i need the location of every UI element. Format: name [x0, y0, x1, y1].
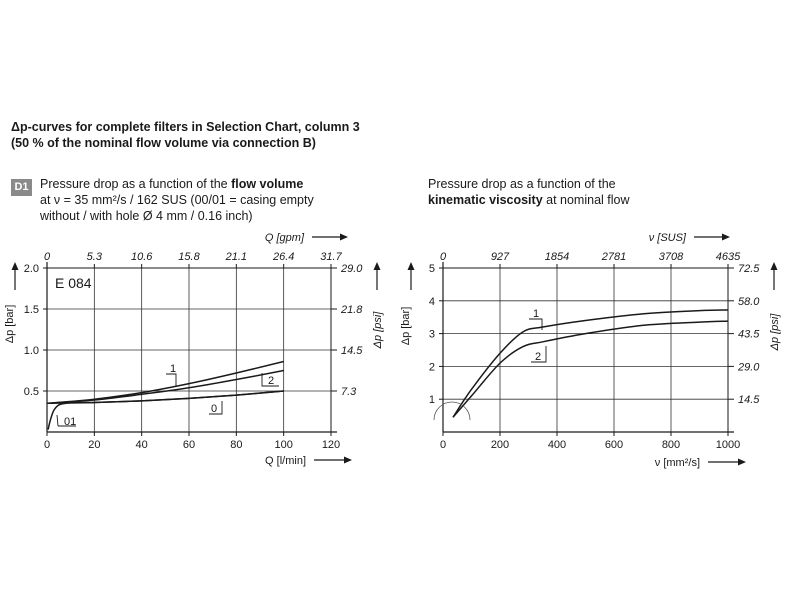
viscosity-chart-x-tick-label: 200 — [490, 439, 510, 451]
viscosity-chart-top-tick-label: 0 — [439, 251, 447, 263]
flow-chart-group — [4, 232, 384, 467]
heading-line-2: (50 % of the nominal flow volume via connection B) — [11, 136, 316, 150]
flow-chart-top-tick-label: 26.4 — [272, 251, 295, 263]
flow-chart-top-axis-title: Q [gpm] — [264, 232, 304, 244]
viscosity-chart-series-1 — [453, 310, 728, 417]
right-caption-line-2: at nominal flow — [542, 193, 630, 207]
flow-chart-y-axis-title: Δp [bar] — [4, 304, 16, 344]
flow-chart-series-2 — [47, 371, 284, 404]
viscosity-chart-x-arrow-head — [738, 459, 746, 466]
viscosity-chart-top-axis-title: ν [SUS] — [648, 232, 686, 244]
viscosity-chart-y-tick-label: 4 — [428, 295, 435, 308]
flow-chart-x-tick-label: 20 — [88, 439, 101, 451]
flow-chart-x-tick-label: 120 — [321, 439, 341, 451]
viscosity-chart-y-tick-label: 2 — [428, 361, 435, 374]
viscosity-chart-x-tick-label: 1000 — [715, 439, 741, 451]
flow-chart-series-label-0: 0 — [211, 403, 218, 415]
viscosity-chart-x-tick-label: 600 — [604, 439, 624, 451]
flow-chart-leader-1 — [166, 374, 176, 386]
flow-chart-y-tick-label: 1.0 — [23, 345, 39, 357]
flow-chart-right-axis-title: Δp [psi] — [372, 311, 384, 349]
viscosity-chart-top-tick-label: 1854 — [544, 251, 570, 263]
flow-chart-x-tick-label: 100 — [274, 439, 293, 451]
flow-chart-x-tick-label: 60 — [182, 439, 196, 451]
flow-chart-y-tick-label: 1.5 — [23, 304, 39, 316]
viscosity-chart-x-tick-label: 400 — [547, 439, 567, 451]
viscosity-chart-right-arrow-head — [771, 262, 778, 270]
viscosity-chart-y-tick-label: 3 — [428, 328, 435, 341]
viscosity-chart-top-tick-label: 4635 — [715, 251, 741, 263]
viscosity-chart-right-tick-label: 14.5 — [738, 394, 760, 407]
viscosity-chart-top-tick-label: 927 — [490, 251, 510, 263]
right-caption-bold: kinematic viscosity — [428, 193, 543, 207]
viscosity-chart-top-arrow-head — [722, 234, 730, 241]
viscosity-chart-group — [400, 232, 781, 469]
left-caption-line-2: at ν = 35 mm²/s / 162 SUS (00/01 = casing empty — [40, 193, 314, 207]
flow-chart-x-arrow-head — [344, 457, 352, 464]
viscosity-chart-y-tick-label: 1 — [428, 394, 435, 407]
flow-chart-y-tick-label: 2.0 — [23, 263, 39, 275]
left-caption-line-1: Pressure drop as a function of the — [40, 177, 232, 191]
viscosity-chart-y-axis-title: Δp [bar] — [400, 306, 412, 346]
viscosity-chart-right-tick-label: 43.5 — [738, 328, 760, 341]
flow-chart-series-label-2: 2 — [268, 375, 275, 387]
flow-chart-series-label-1: 1 — [170, 363, 177, 375]
flow-chart-y-tick-label: 0.5 — [23, 386, 39, 398]
flow-chart-x-tick-label: 40 — [135, 439, 148, 451]
figure-badge: D1 — [11, 179, 32, 196]
flow-chart-y-arrow-head — [12, 262, 19, 270]
viscosity-chart-x-tick-label: 0 — [439, 439, 447, 451]
flow-chart-series-01 — [48, 391, 283, 430]
flow-chart-x-tick-label: 0 — [43, 439, 51, 451]
viscosity-chart-top-tick-label: 3708 — [658, 251, 684, 263]
left-caption-bold: flow volume — [231, 177, 304, 191]
flow-chart-right-tick-label: 14.5 — [341, 345, 363, 357]
flow-chart-series-label-01: 01 — [64, 416, 77, 428]
viscosity-chart-series-label-2: 2 — [535, 351, 542, 363]
viscosity-chart-right-axis-title: Δp [psi] — [769, 313, 781, 351]
flow-chart-top-tick-label: 0 — [43, 251, 51, 263]
viscosity-chart-y-arrow-head — [408, 262, 415, 270]
viscosity-chart-top-tick-label: 2781 — [601, 251, 627, 263]
right-caption-line-1: Pressure drop as a function of the — [428, 177, 616, 191]
flow-chart-right-tick-label: 7.3 — [341, 386, 357, 398]
flow-chart-top-tick-label: 31.7 — [320, 251, 342, 263]
flow-chart-top-tick-label: 5.3 — [86, 251, 102, 263]
flow-chart-series-1 — [47, 361, 284, 403]
flow-chart-top-tick-label: 15.8 — [178, 251, 200, 263]
viscosity-chart-y-tick-label: 5 — [428, 263, 435, 275]
flow-chart-right-arrow-head — [374, 262, 381, 270]
flow-chart-top-tick-label: 10.6 — [130, 251, 153, 263]
viscosity-chart-series-label-1: 1 — [533, 308, 540, 320]
flow-chart-top-arrow-head — [340, 234, 348, 241]
viscosity-chart-right-tick-label: 72.5 — [738, 263, 760, 275]
viscosity-chart-series-2 — [453, 321, 728, 417]
left-caption-line-3: without / with hole Ø 4 mm / 0.16 inch) — [40, 209, 253, 223]
heading-line-1: Δp-curves for complete filters in Selection Chart, column 3 — [11, 120, 360, 134]
viscosity-chart-right-tick-label: 58.0 — [738, 295, 760, 308]
flow-chart-right-tick-label: 29.0 — [341, 263, 363, 275]
viscosity-chart-x-tick-label: 800 — [661, 439, 681, 451]
viscosity-chart-x-axis-title: ν [mm²/s] — [654, 457, 700, 469]
flow-chart-x-tick-label: 80 — [230, 439, 243, 451]
flow-chart-x-axis-title: Q [l/min] — [265, 455, 306, 467]
viscosity-chart-right-tick-label: 29.0 — [738, 361, 760, 374]
flow-chart-right-tick-label: 21.8 — [341, 304, 363, 316]
flow-chart-model-label: E 084 — [55, 275, 92, 291]
flow-chart-top-tick-label: 21.1 — [225, 251, 248, 263]
